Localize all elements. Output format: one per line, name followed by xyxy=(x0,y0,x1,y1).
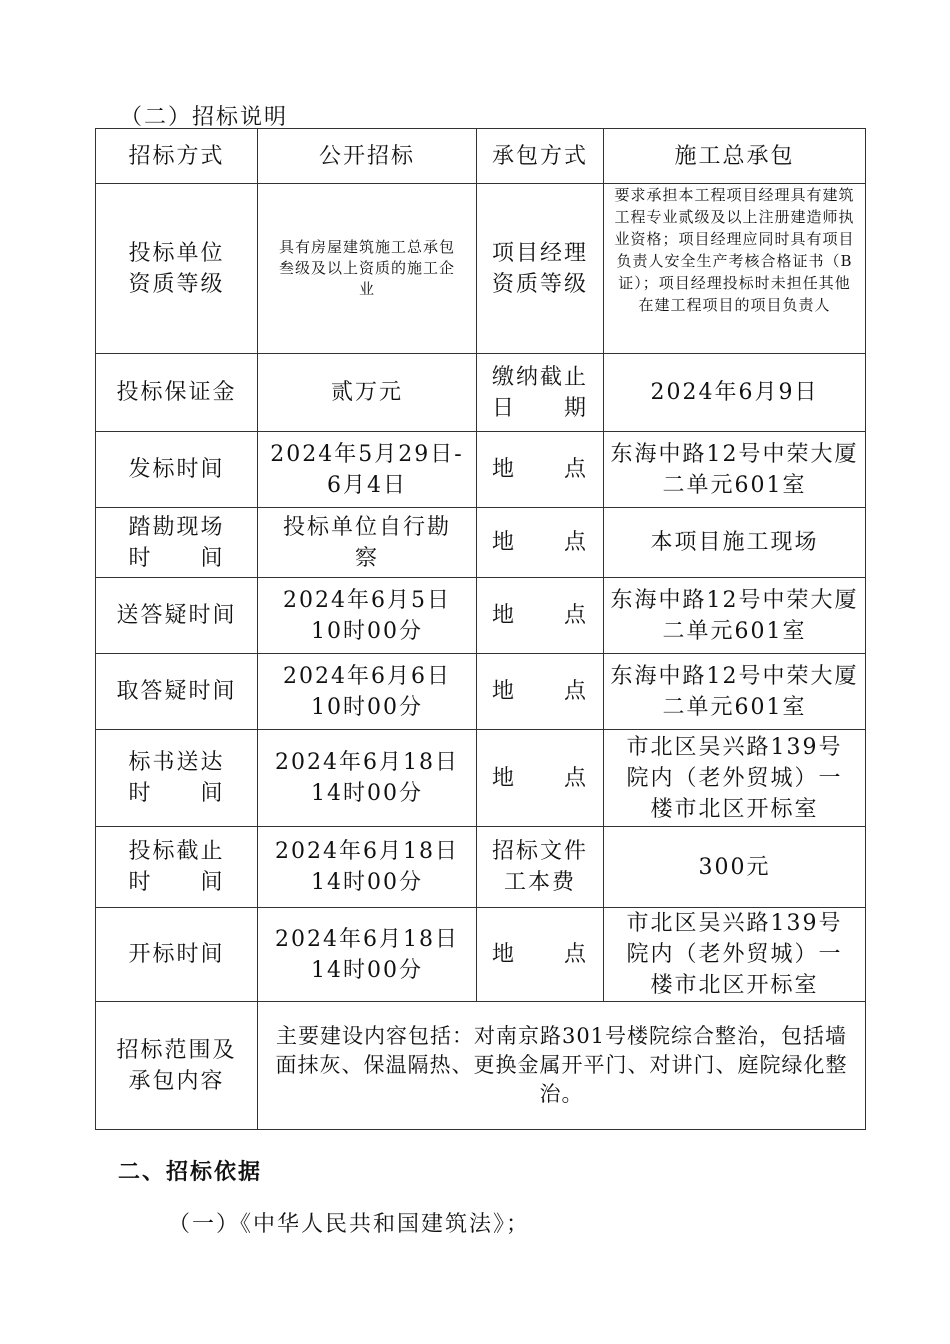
subheading: （二）招标说明 xyxy=(120,105,289,130)
table-row xyxy=(96,508,866,578)
tender-table xyxy=(95,128,866,1130)
cell-label: 标书送达 时 间 xyxy=(96,730,258,827)
cell-value: 具有房屋建筑施工总承包叁级及以上资质的施工企业 xyxy=(258,184,477,354)
cell-value: 公开招标 xyxy=(258,129,477,184)
cell-label: 送答疑时间 xyxy=(96,578,258,654)
cell-value: 东海中路12号中荣大厦二单元601室 xyxy=(604,578,866,654)
cell-label: 项目经理 资质等级 xyxy=(477,184,604,354)
cell-label: 地 点 xyxy=(477,432,604,508)
table-row xyxy=(96,1002,866,1130)
cell-value: 300元 xyxy=(604,827,866,908)
cell-value: 2024年6月6日 10时00分 xyxy=(258,654,477,730)
cell-label: 承包方式 xyxy=(477,129,604,184)
table-row xyxy=(96,908,866,1002)
cell-label: 发标时间 xyxy=(96,432,258,508)
cell-value: 市北区吴兴路139号院内（老外贸城）一楼市北区开标室 xyxy=(604,730,866,827)
cell-label: 地 点 xyxy=(477,908,604,1002)
cell-value: 2024年6月18日 14时00分 xyxy=(258,730,477,827)
cell-label: 招标文件 工本费 xyxy=(477,827,604,908)
cell-value: 市北区吴兴路139号院内（老外贸城）一楼市北区开标室 xyxy=(604,908,866,1002)
law-item: （一）《中华人民共和国建筑法》； xyxy=(168,1212,531,1237)
cell-label: 踏勘现场 时 间 xyxy=(96,508,258,578)
cell-value: 东海中路12号中荣大厦二单元601室 xyxy=(604,432,866,508)
cell-label: 投标单位 资质等级 xyxy=(96,184,258,354)
cell-label: 缴纳截止 日 期 xyxy=(477,354,604,432)
cell-value: 2024年5月29日- 6月4日 xyxy=(258,432,477,508)
cell-value xyxy=(604,184,866,354)
table-row xyxy=(96,730,866,827)
cell-label: 地 点 xyxy=(477,730,604,827)
cell-value: 2024年6月18日 14时00分 xyxy=(258,827,477,908)
table-row xyxy=(96,654,866,730)
cell-label: 地 点 xyxy=(477,508,604,578)
qualification-text: 要求承担本工程项目经理具有建筑工程专业贰级及以上注册建造师执业资格；项目经理应同时具有项目负责人安全生产考核合格证书（B证）；项目经理投标时未担任其他在建工程项目的项目负责人 xyxy=(614,186,855,314)
section-title: 二、招标依据 xyxy=(118,1160,263,1185)
cell-value: 投标单位自行勘察 xyxy=(258,508,477,578)
cell-label: 取答疑时间 xyxy=(96,654,258,730)
cell-value: 2024年6月18日 14时00分 xyxy=(258,908,477,1002)
scope-content: 主要建设内容包括：对南京路301号楼院综合整治，包括墙面抹灰、保温隔热、更换金属开平门、对讲门、庭院绿化整治。 xyxy=(258,1002,866,1130)
cell-value: 2024年6月5日 10时00分 xyxy=(258,578,477,654)
cell-label: 地 点 xyxy=(477,654,604,730)
cell-label: 地 点 xyxy=(477,578,604,654)
cell-label: 投标保证金 xyxy=(96,354,258,432)
cell-label: 投标截止 时 间 xyxy=(96,827,258,908)
cell-label: 招标方式 xyxy=(96,129,258,184)
table-row xyxy=(96,578,866,654)
scope-label: 招标范围及 承包内容 xyxy=(96,1002,258,1130)
cell-value: 贰万元 xyxy=(258,354,477,432)
cell-value: 施工总承包 xyxy=(604,129,866,184)
cell-value: 本项目施工现场 xyxy=(604,508,866,578)
table-row xyxy=(96,184,866,354)
table-row xyxy=(96,354,866,432)
cell-value: 2024年6月9日 xyxy=(604,354,866,432)
cell-label: 开标时间 xyxy=(96,908,258,1002)
table-row xyxy=(96,432,866,508)
cell-value: 东海中路12号中荣大厦二单元601室 xyxy=(604,654,866,730)
table-row xyxy=(96,827,866,908)
table-row xyxy=(96,129,866,184)
